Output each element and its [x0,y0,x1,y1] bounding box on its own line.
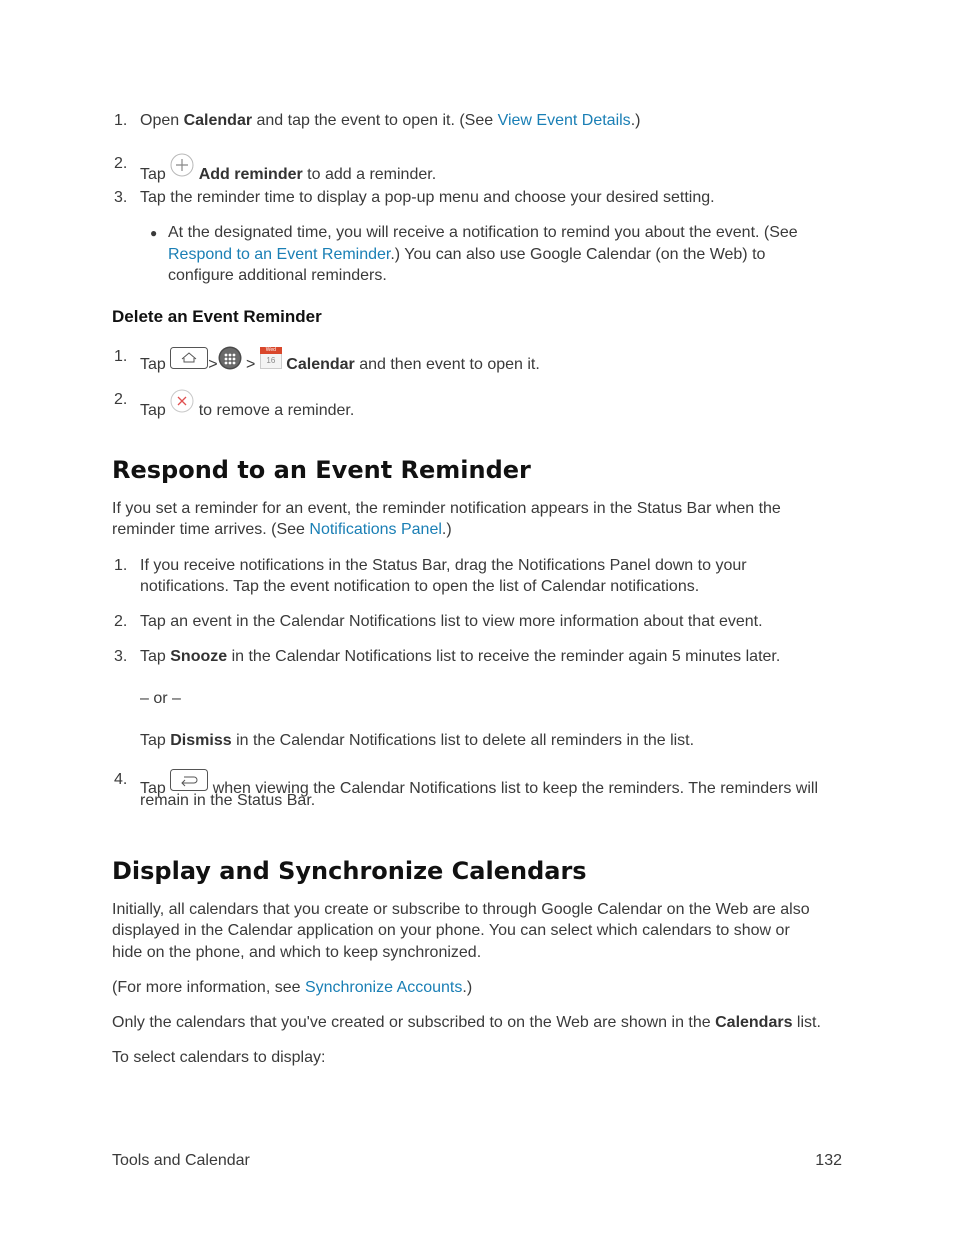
para-text: .) [462,979,473,996]
step-text: Tap [140,166,171,183]
subheading-delete-reminder: Delete an Event Reminder [112,307,322,326]
step-number: 4. [114,771,128,788]
respond-step-3 [140,646,780,668]
or-divider: – or – [140,690,181,707]
calendar-icon-day: Wed [265,347,276,353]
bullet-line-3: configure additional reminders. [168,267,387,284]
step-number: 2. [114,391,128,408]
bullet-line-1: At the designated time, you will receive a notification to remind you about the event. (See [168,224,798,241]
step-add-2 [140,153,436,186]
bullet-line-2 [168,244,765,266]
close-icon [170,389,194,420]
step-text: Open [140,112,184,129]
calendar-icon-date: 16 [266,356,276,365]
apps-icon [218,346,242,377]
step-text: Tap [140,402,171,419]
step-text: .) [630,112,641,129]
step-number: 1. [114,112,128,129]
para-text: Only the calendars that you've created or subscribed to on the Web are shown in the [112,1014,716,1031]
button-name: Dismiss [170,732,232,749]
respond-intro-line-2 [112,519,452,541]
link-view-event-details[interactable]: View Event Details [497,112,631,129]
intro-text: reminder time arrives. (See [112,521,310,538]
step-text: Tap [140,780,171,797]
display-p4: To select calendars to display: [112,1049,326,1066]
step-number: 3. [114,189,128,206]
step-text: Tap [140,648,171,665]
respond-intro-line-1: If you set a reminder for an event, the reminder notification appears in the Status Bar when the [112,500,781,517]
separator: > [246,356,256,373]
step-delete-1 [140,346,540,377]
bullet-text: .) You can also use Google Calendar (on the Web) to [390,246,766,263]
step-text: and then event to open it. [354,356,540,373]
respond-step-3-alt [140,730,694,752]
step-number: 3. [114,648,128,665]
intro-text: .) [441,521,452,538]
respond-step-1-line-2: notifications. Tap the event notification to open the list of Calendar notifications. [140,578,700,595]
display-p1-line-3: hide on the phone, and which to keep synchronized. [112,944,482,961]
heading-display-synchronize-calendars: Display and Synchronize Calendars [112,857,587,885]
step-text: Tap [140,732,171,749]
footer-section-title: Tools and Calendar [112,1152,250,1169]
step-number: 1. [114,348,128,365]
plus-icon [170,153,194,184]
link-notifications-panel[interactable]: Notifications Panel [309,521,442,538]
display-p1-line-1: Initially, all calendars that you create or subscribe to through Google Calendar on the Web are also [112,901,810,918]
display-p2 [112,977,472,999]
step-text: in the Calendar Notifications list to receive the reminder again 5 minutes later. [227,648,781,665]
link-respond-to-event-reminder[interactable]: Respond to an Event Reminder [168,246,391,263]
step-number: 1. [114,557,128,574]
step-add-3: Tap the reminder time to display a pop-up menu and choose your desired setting. [140,189,715,206]
step-text: when viewing the Calendar Notifications list to keep the reminders. The reminders will [208,780,819,797]
respond-step-2: Tap an event in the Calendar Notifications list to view more information about that event. [140,613,763,630]
step-text: to add a reminder. [302,166,437,183]
link-synchronize-accounts[interactable]: Synchronize Accounts [304,979,463,996]
respond-step-1-line-1: If you receive notifications in the Status Bar, drag the Notifications Panel down to your [140,557,747,574]
button-name: Snooze [170,648,228,665]
step-add-1 [140,110,640,132]
step-text: Tap [140,356,171,373]
display-p1-line-2: displayed in the Calendar application on your phone. You can select which calendars to show or [112,922,790,939]
step-delete-2 [140,389,354,422]
para-text: (For more information, see [112,979,305,996]
calendar-app-icon [260,347,282,369]
home-key-icon [170,347,208,376]
display-p3 [112,1012,821,1034]
bullet-dot: ● [150,226,158,240]
list-name: Calendars [715,1014,793,1031]
para-text: list. [792,1014,821,1031]
step-text: and tap the event to open it. (See [252,112,498,129]
respond-step-4-line-2: remain in the Status Bar. [140,792,316,809]
separator: > [208,356,218,373]
app-name: Calendar [183,112,253,129]
step-text: to remove a reminder. [194,402,355,419]
button-name: Add reminder [198,166,303,183]
footer-page-number: 132 [815,1152,842,1169]
heading-respond-to-event-reminder: Respond to an Event Reminder [112,456,531,484]
step-number: 2. [114,613,128,630]
step-text: in the Calendar Notifications list to delete all reminders in the list. [231,732,695,749]
app-name: Calendar [286,356,355,373]
step-number: 2. [114,155,128,172]
